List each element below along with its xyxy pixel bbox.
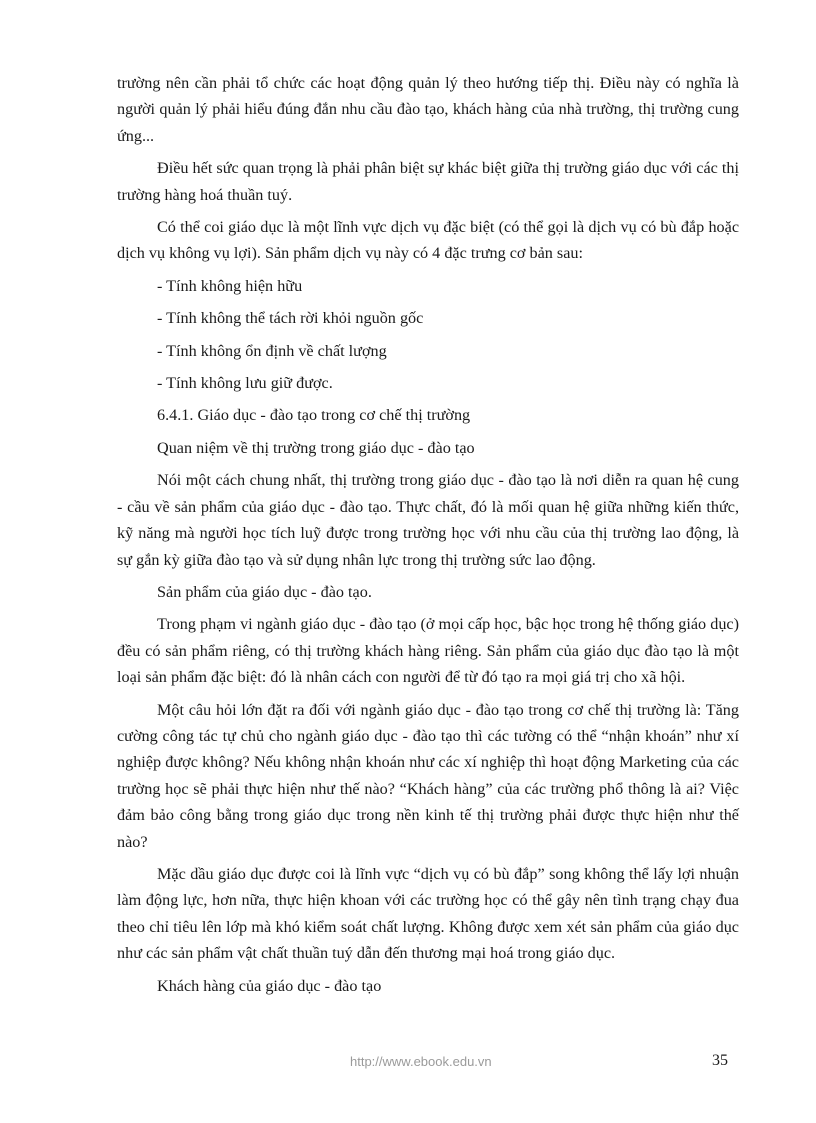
- list-item-inseparability: - Tính không thể tách rời khỏi nguồn gốc: [157, 309, 424, 328]
- subheading-education-customers: Khách hàng của giáo dục - đào tạo: [157, 976, 382, 995]
- paragraph-continuation: trường nên cần phải tổ chức các hoạt động quản lý theo hướng tiếp thị. Điều này có nghĩa là người quản lý phải hiểu đúng đắn nhu cầu đào tạo, khách hàng của nhà trường, thị trường cung ứng...: [117, 74, 739, 145]
- paragraph-market-distinction: Điều hết sức quan trọng là phải phân biệt sự khác biệt giữa thị trường giáo dục với các thị trường hàng hoá thuần tuý.: [117, 159, 739, 204]
- paragraph-compensated-service: Mặc dầu giáo dục được coi là lĩnh vực “dịch vụ có bù đắp” song không thể lấy lợi nhuận làm động lực, hơn nữa, thực hiện khoan với các trường học có thể gây nên tình trạng chạy đua theo chỉ tiêu lên lớp mà khó kiểm soát chất lượng. Không được xem xét sản phẩm của giáo dục như các sản phẩm vật chất thuần tuý dẫn đến thương mại hoá trong giáo dục.: [117, 864, 739, 963]
- paragraph-education-product: Trong phạm vi ngành giáo dục - đào tạo (ở mọi cấp học, bậc học trong hệ thống giáo dục) đều có sản phẩm riêng, có thị trường khách hàng riêng. Sản phẩm của giáo dục đào tạo là một loại sản phẩm đặc biệt: đó là nhân cách con người để từ đó tạo ra mọi giá trị cho xã hội.: [117, 615, 739, 687]
- paragraph-big-question: Một câu hỏi lớn đặt ra đối với ngành giáo dục - đào tạo trong cơ chế thị trường là: Tăng cường công tác tự chủ cho ngành giáo dục - đào tạo thì các tường có thể “nhận khoán” như xí nghiệp được không? Nếu không nhận khoán như các xí nghiệp thì hoạt động Marketing của các trường học sẽ phải thực hiện như thế nào? “Khách hàng” của các trường phổ thông là ai? Việc đảm bảo công bằng trong giáo dục trong nền kinh tế thị trường phải được thực hiện như thế nào?: [117, 700, 739, 851]
- footer-url: http://www.ebook.edu.vn: [350, 1054, 492, 1069]
- subheading-market-concept: Quan niệm về thị trường trong giáo dục - đào tạo: [157, 438, 475, 457]
- subheading-education-product: Sản phẩm của giáo dục - đào tạo.: [157, 582, 372, 601]
- list-item-intangibility: - Tính không hiện hữu: [157, 276, 303, 295]
- list-item-perishability: - Tính không lưu giữ được.: [157, 374, 333, 393]
- section-heading-6-4-1: 6.4.1. Giáo dục - đào tạo trong cơ chế thị trường: [157, 406, 471, 425]
- page-number: 35: [712, 1052, 728, 1069]
- page-body: [117, 70, 739, 1005]
- paragraph-market-definition: Nói một cách chung nhất, thị trường trong giáo dục - đào tạo là nơi diễn ra quan hệ cung - cầu về sản phẩm của giáo dục - đào tạo. Thực chất, đó là mối quan hệ giữa những kiến thức, kỹ năng mà người học tích luỹ được trong trường học với nhu cầu của thị trường lao động, là sự gắn kỳ giữa đào tạo và sử dụng nhân lực trong thị trường sức lao động.: [117, 471, 739, 569]
- list-item-variability: - Tính không ổn định về chất lượng: [157, 341, 387, 360]
- paragraph-service-characteristics: Có thể coi giáo dục là một lĩnh vực dịch vụ đặc biệt (có thể gọi là dịch vụ có bù đắp hoặc dịch vụ không vụ lợi). Sản phẩm dịch vụ này có 4 đặc trưng cơ bản sau:: [117, 218, 739, 263]
